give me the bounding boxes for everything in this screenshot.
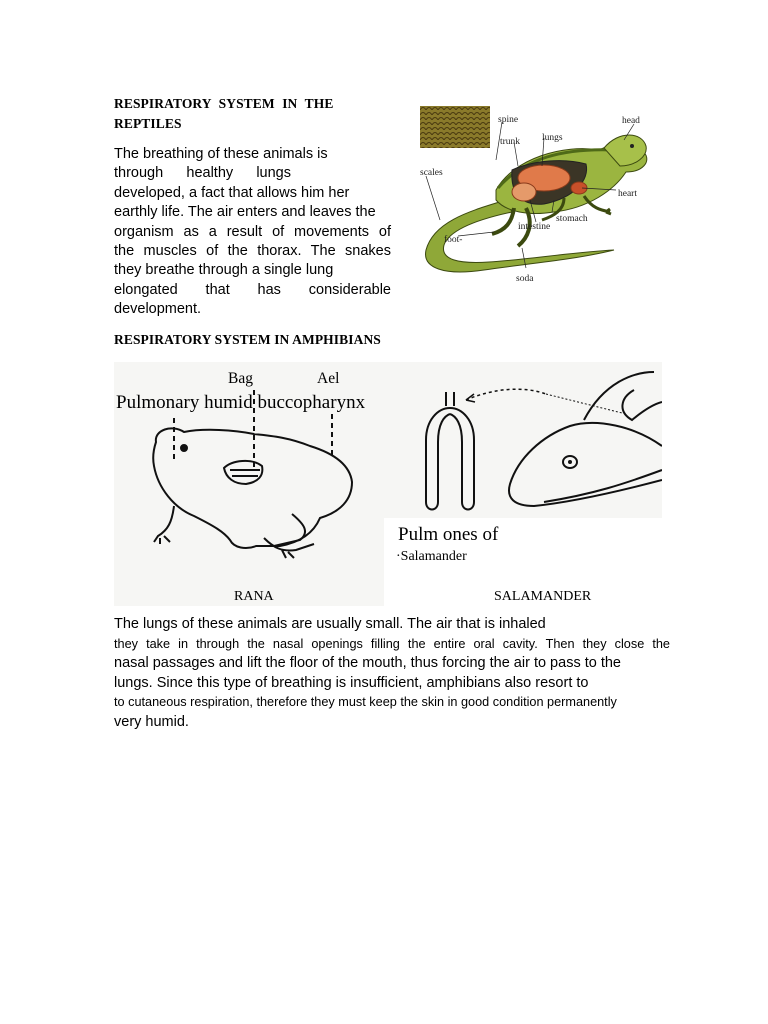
- label-trunk: trunk: [500, 137, 521, 147]
- intestine-organ: [512, 183, 536, 201]
- amphibian-lungs-figure: [114, 362, 662, 606]
- label-lungs: lungs: [542, 133, 563, 143]
- paragraph-line: The lungs of these animals are usually small. The air that is inhaled: [114, 616, 546, 632]
- label-pulmonary: Pulmonary humid buccopharynx: [116, 392, 366, 413]
- label-salamander: SALAMANDER: [494, 589, 592, 604]
- amphibians-heading: RESPIRATORY SYSTEM IN AMPHIBIANS: [114, 332, 381, 347]
- paragraph-line: development.: [114, 301, 202, 318]
- reptiles-heading-line-1: RESPIRATORY SYSTEM IN THE: [114, 96, 334, 111]
- salamander-eye: [568, 460, 572, 464]
- label-ael: Ael: [317, 370, 340, 387]
- paragraph-line: developed, a fact that allows him her: [114, 184, 350, 201]
- label-spine: spine: [498, 115, 519, 125]
- paragraph-line: to cutaneous respiration, therefore they must keep the skin in good condition permanently: [114, 695, 617, 710]
- label-intestine: intestine: [518, 222, 551, 232]
- label-bag: Bag: [228, 370, 253, 387]
- amphibians-paragraph: [114, 615, 670, 733]
- paragraph-line: organism as a result of movements of: [114, 223, 391, 240]
- paragraph-line: lungs. Since this type of breathing is insufficient, amphibians also resort to: [114, 674, 589, 691]
- reptiles-heading-line-2: REPTILES: [114, 116, 182, 131]
- reptiles-paragraph: [114, 145, 391, 320]
- paragraph-line: nasal passages and lift the floor of the mouth, thus forcing the air to pass to the: [114, 655, 621, 672]
- label-salamander-small: ·Salamander: [396, 549, 467, 564]
- label-head: head: [622, 116, 640, 126]
- label-scales: scales: [420, 168, 443, 178]
- label-heart: heart: [618, 189, 637, 199]
- scales-swatch: [420, 106, 490, 148]
- paragraph-line: earthly life. The air enters and leaves the: [114, 204, 376, 221]
- paragraph-line: The breathing of these animals is: [114, 146, 328, 162]
- lizard-anatomy-figure: [414, 100, 664, 290]
- paragraph-line: they take in through the nasal openings filling the entire oral cavity. Then they close the: [114, 636, 670, 651]
- paragraph-line: elongated that has considerable: [114, 281, 391, 298]
- label-foot: foot-: [444, 235, 463, 245]
- paragraph-line: they breathe through a single lung: [114, 262, 334, 279]
- paragraph-line: through healthy lungs: [114, 165, 291, 182]
- label-soda: soda: [516, 274, 534, 284]
- reptiles-heading: [114, 94, 364, 134]
- label-stomach: stomach: [556, 214, 588, 224]
- label-rana: RANA: [234, 589, 274, 604]
- lizard-eye: [630, 144, 634, 148]
- label-pulm-ones: Pulm ones of: [398, 524, 499, 545]
- paragraph-line: the muscles of the thorax. The snakes: [114, 243, 391, 260]
- paragraph-line: very humid.: [114, 713, 189, 730]
